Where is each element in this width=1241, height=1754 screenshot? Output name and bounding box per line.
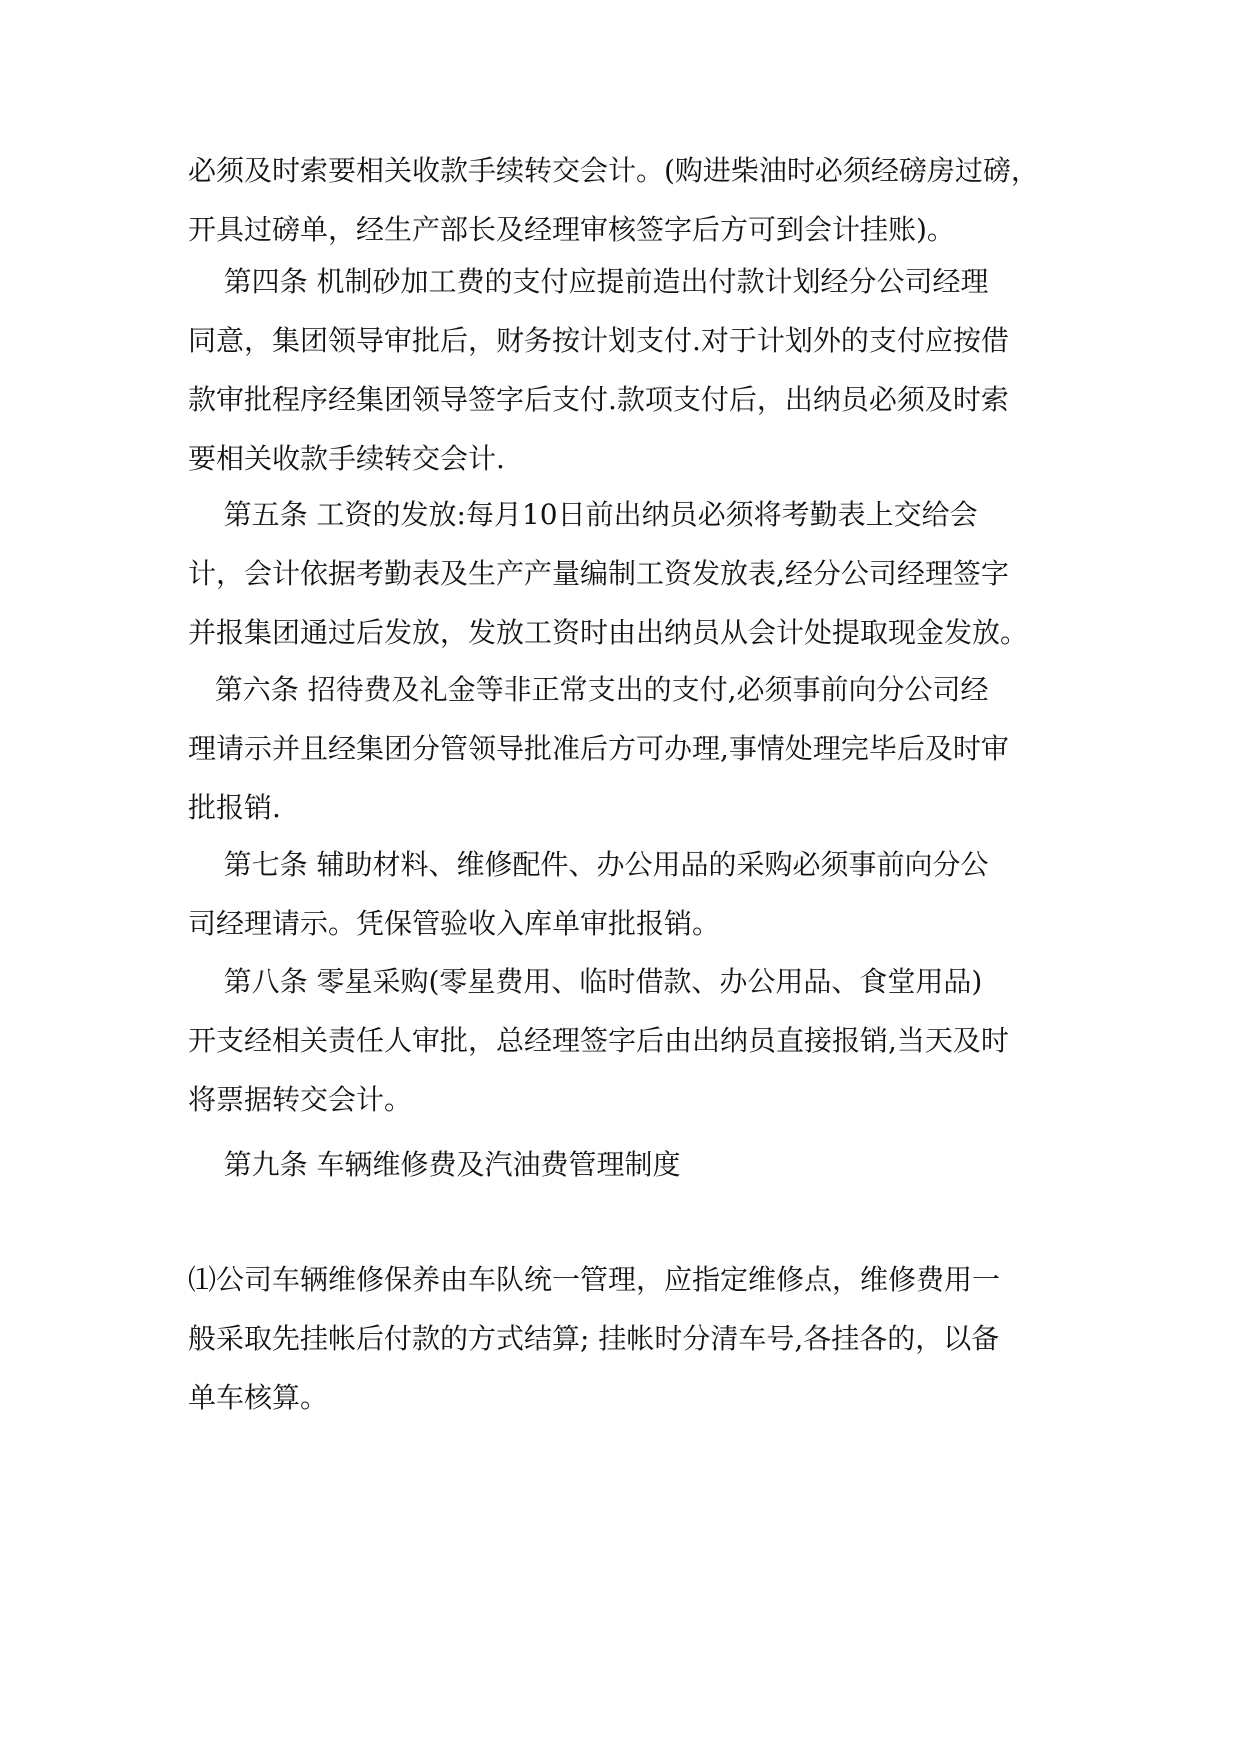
paragraph-article-5	[188, 485, 1058, 662]
text-line: 第八条 零星采购(零星费用、临时借款、办公用品、食堂用品)	[188, 965, 983, 998]
text-line: 第四条 机制砂加工费的支付应提前造出付款计划经分公司经理	[188, 265, 989, 298]
text-line: 司经理请示。凭保管验收入库单审批报销。	[188, 907, 721, 940]
text-line: 般采取先挂帐后付款的方式结算; 挂帐时分清车号,各挂各的，以备	[188, 1322, 1000, 1355]
text-line: 第九条 车辆维修费及汽油费管理制度	[188, 1148, 681, 1181]
paragraph-article-7	[188, 835, 1058, 953]
text-line: 计，会计依据考勤表及生产产量编制工资发放表,经分公司经理签字	[188, 557, 1009, 590]
text-line: 批报销.	[188, 791, 281, 824]
text-line: 第七条 辅助材料、维修配件、办公用品的采购必须事前向分公	[188, 848, 989, 881]
text-line: 第六条 招待费及礼金等非正常支出的支付,必须事前向分公司经	[188, 673, 989, 706]
text-line: 开具过磅单，经生产部长及经理审核签字后方可到会计挂账)。	[188, 213, 955, 246]
paragraph-article-8	[188, 952, 1058, 1129]
text-line: ⑴公司车辆维修保养由车队统一管理，应指定维修点，维修费用一	[188, 1263, 1001, 1296]
text-line: 要相关收款手续转交会计.	[188, 442, 505, 475]
text-line: 单车核算。	[188, 1381, 329, 1414]
paragraph-article-6	[188, 660, 1058, 837]
paragraph-continuation	[188, 141, 1058, 259]
text-line: 将票据转交会计。	[188, 1083, 413, 1116]
text-line: 并报集团通过后发放，发放工资时由出纳员从会计处提取现金发放。	[188, 616, 1029, 649]
text-line: 必须及时索要相关收款手续转交会计。(购进柴油时必须经磅房过磅，	[188, 154, 1039, 187]
text-line: 开支经相关责任人审批，总经理签字后由出纳员直接报销,当天及时	[188, 1024, 1009, 1057]
paragraph-article-9-heading	[188, 1135, 1058, 1194]
paragraph-article-4	[188, 252, 1058, 488]
text-line: 理请示并且经集团分管领导批准后方可办理,事情处理完毕后及时审	[188, 732, 1009, 765]
text-line: 款审批程序经集团领导签字后支付.款项支付后，出纳员必须及时索	[188, 383, 1009, 416]
paragraph-item-1	[188, 1250, 1058, 1427]
text-line: 同意，集团领导审批后，财务按计划支付.对于计划外的支付应按借	[188, 324, 1009, 357]
text-line: 第五条 工资的发放:每月10日前出纳员必须将考勤表上交给会	[188, 498, 978, 531]
